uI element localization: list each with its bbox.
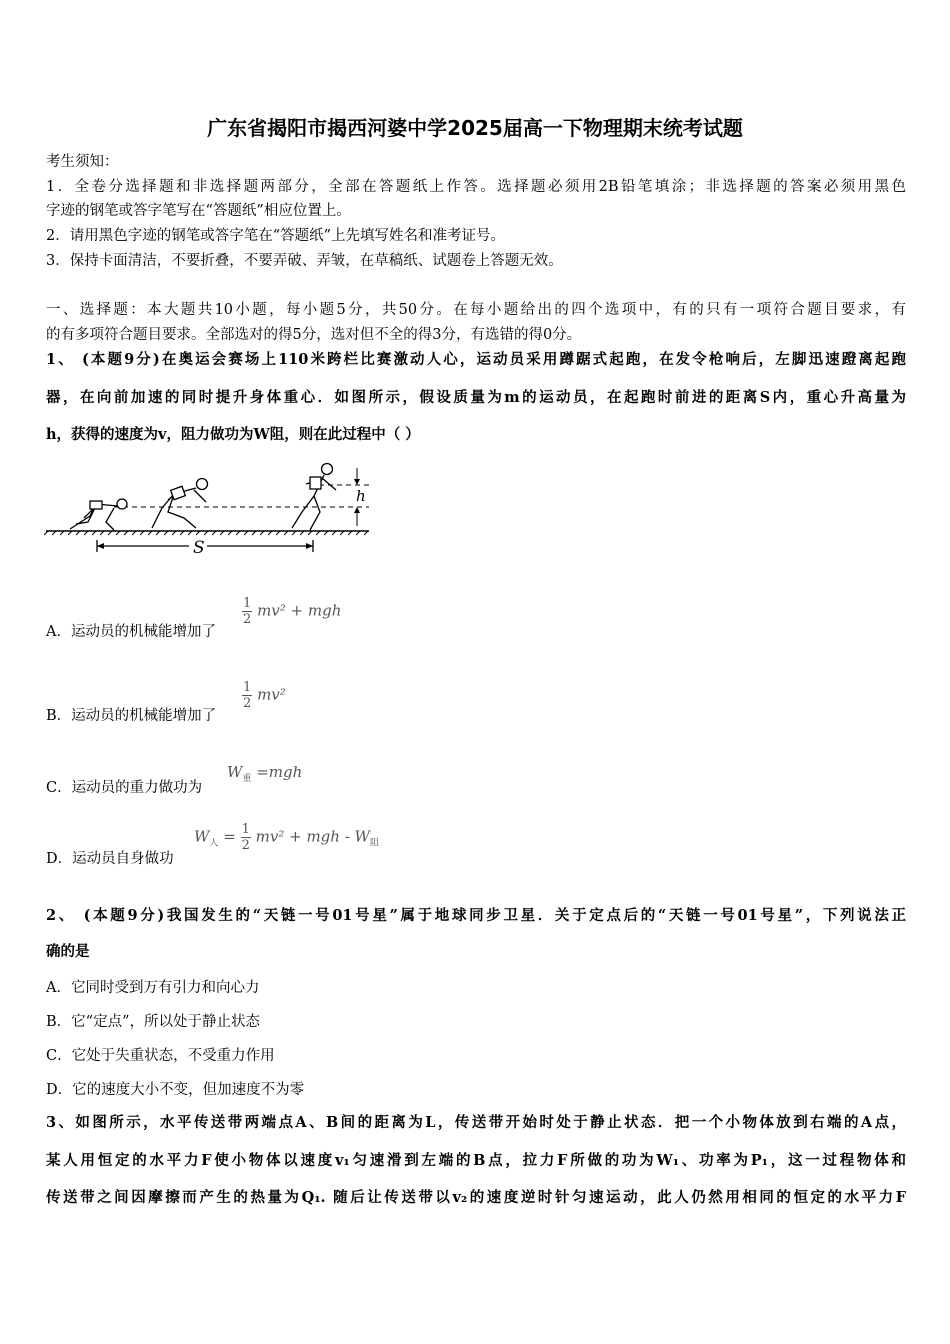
height-label: h (356, 487, 366, 505)
q1-option-d[interactable] (46, 847, 174, 868)
q1-option-c-text: C．运动员的重力做功为 (46, 780, 203, 796)
q1-formula-b: $\frac{1}{2}$ mv² (243, 680, 286, 711)
notice-item-1: 1．全卷分选择题和非选择题两部分，全部在答题纸上作答。选择题必须用2B铅笔填涂；非选择题的答案必须用黑色 (46, 179, 906, 195)
q1-option-b-text: B．运动员的机械能增加了 (46, 708, 217, 724)
q2-option-d[interactable]: D．它的速度大小不变，但加速度不为零 (46, 1082, 305, 1098)
q3-stem-line3: 传送带之间因摩擦而产生的热量为Q₁. 随后让传送带以v₂的速度逆时针匀速运动，此人仍然用相同的恒定的水平力F (46, 1189, 906, 1206)
q3-stem-line1: 3、如图所示，水平传送带两端点A、B间的距离为L，传送带开始时处于静止状态．把一个小物体放到右端的A点， (46, 1114, 906, 1131)
q2-option-c[interactable]: C．它处于失重状态，不受重力作用 (46, 1048, 275, 1064)
q1-option-a-text: A．运动员的机械能增加了 (46, 624, 216, 640)
page-title: 广东省揭阳市揭西河婆中学2025届高一下物理期末统考试题 (207, 116, 743, 140)
q2-stem-line1: 2、 (本题9分)我国发生的“天链一号01号星”属于地球同步卫星．关于定点后的“天链一号01号星”，下列说法正 (46, 907, 906, 924)
q1-stem-line1: 1、 (本题9分)在奥运会赛场上110米跨栏比赛激动人心，运动员采用蹲踞式起跑，在发令枪响后，左脚迅速蹬离起跑 (46, 351, 906, 368)
runner-start (152, 479, 208, 529)
q1-formula-a: $\frac{1}{2}$ mv² + mgh (243, 596, 342, 627)
q2-stem-line2: 确的是 (46, 943, 90, 960)
section-heading: 一、选择题：本大题共10小题，每小题5分，共50分。在每小题给出的四个选项中，有的只有一项符合题目要求，有 (46, 302, 906, 318)
sprinter-figure (44, 460, 374, 560)
runner-crouch (70, 499, 127, 530)
runner-upright (292, 464, 336, 531)
q1-option-a[interactable] (46, 620, 216, 641)
q1-formula-c: $W_重 =mgh$ (227, 763, 303, 784)
q1-stem-line3: h，获得的速度为v，阻力做功为W阻，则在此过程中（ ） (46, 426, 420, 443)
q1-stem-line2: 器，在向前加速的同时提升身体重心．如图所示，假设质量为m的运动员，在起跑时前进的距离S内，重心升高量为 (46, 389, 906, 406)
q3-stem-line2: 某人用恒定的水平力F使小物体以速度v₁匀速滑到左端的B点，拉力F所做的功为W₁、功率为P₁，这一过程物体和 (46, 1152, 906, 1169)
q1-option-b[interactable] (46, 704, 216, 725)
notice-item-1-cont: 字迹的钢笔或答字笔写在“答题纸”相应位置上。 (46, 203, 351, 219)
section-heading-cont: 的有多项符合题目要求。全部选对的得5分，选对但不全的得3分，有选错的得0分。 (46, 327, 582, 343)
notice-item-3: 3．保持卡面清洁，不要折叠，不要弄破、弄皱，在草稿纸、试题卷上答题无效。 (46, 253, 563, 269)
notice-heading: 考生须知： (46, 154, 119, 170)
q2-option-a[interactable]: A．它同时受到万有引力和向心力 (46, 980, 260, 996)
distance-label: S (193, 538, 205, 558)
q1-option-d-text: D．运动员自身做功 (46, 851, 174, 867)
q1-option-c[interactable] (46, 776, 202, 797)
q2-option-b[interactable]: B．它“定点”，所以处于静止状态 (46, 1014, 260, 1030)
q1-formula-d: $W_人$ = $\frac{1}{2}$ mv² + mgh - $W_阻$ (194, 822, 379, 853)
notice-item-2: 2．请用黑色字迹的钢笔或答字笔在“答题纸”上先填写姓名和准考证号。 (46, 228, 506, 244)
